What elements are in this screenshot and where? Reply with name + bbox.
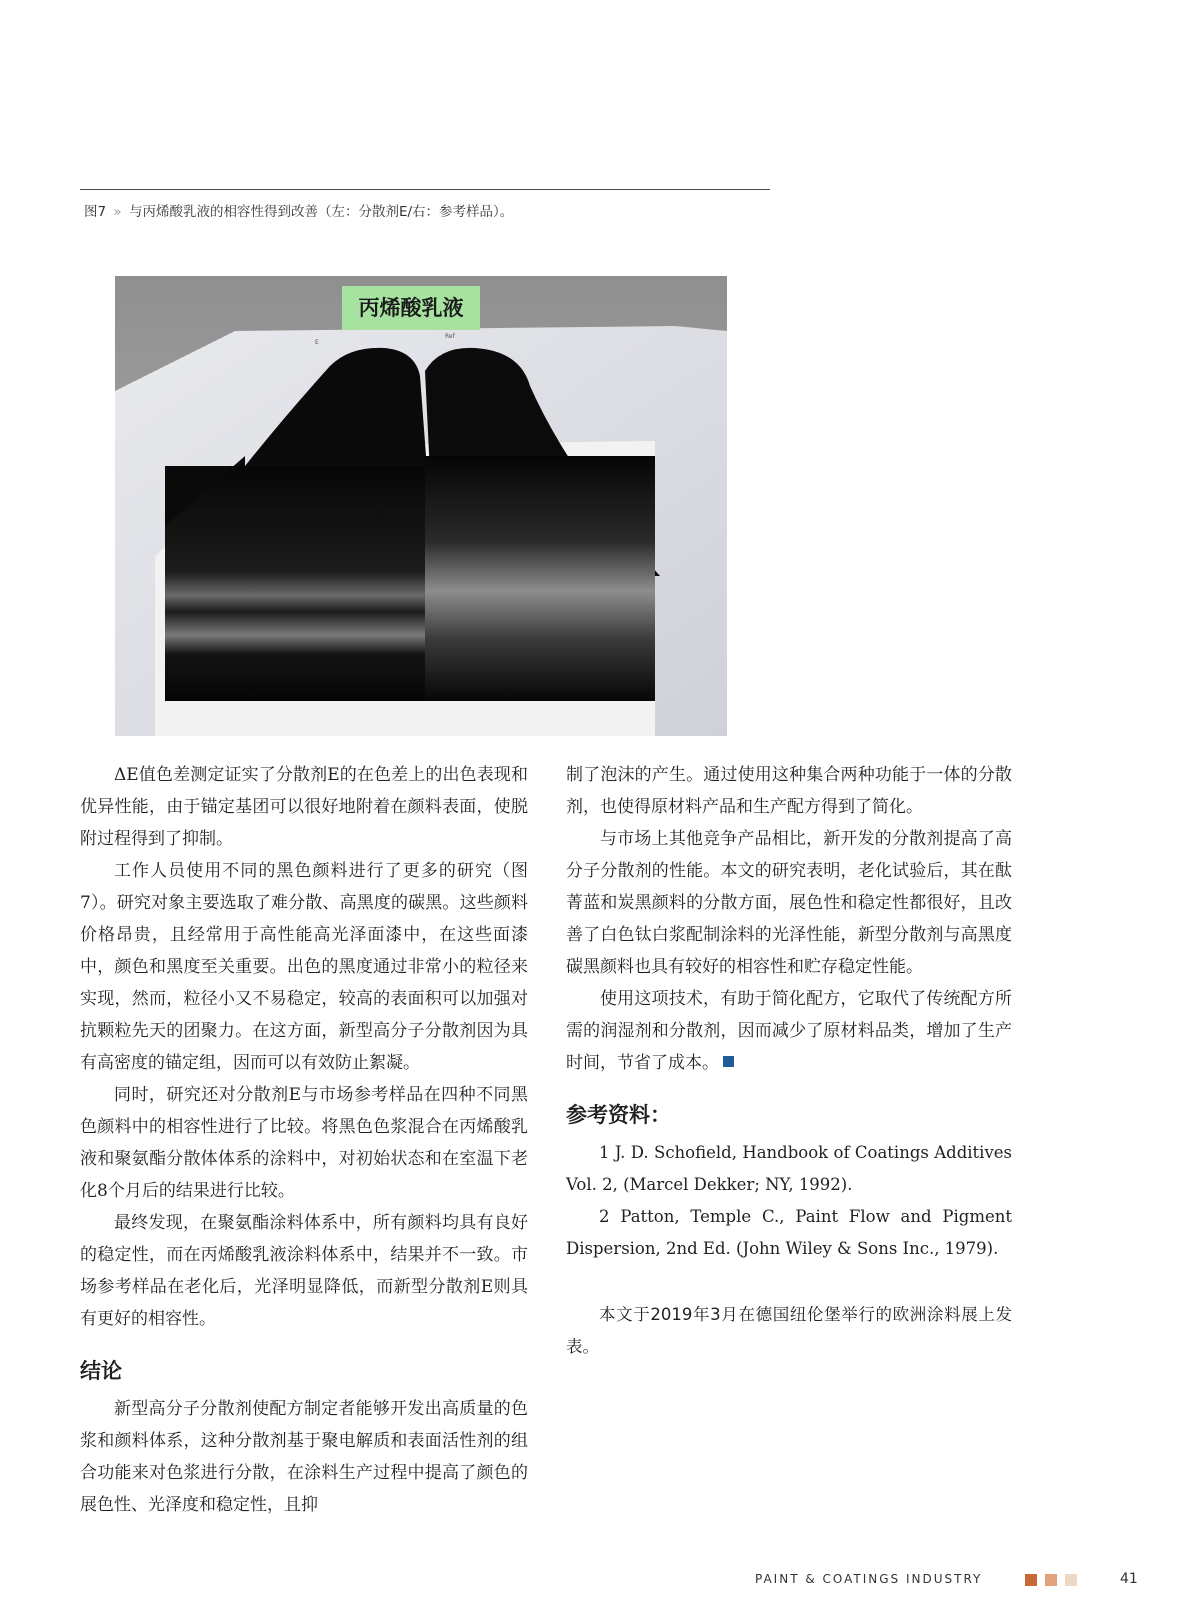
paragraph: 最终发现，在聚氨酯涂料体系中，所有颜料均具有良好的稳定性，而在丙烯酸乳液涂料体系中，结果并不一致。市场参考样品在老化后，光泽明显降低，而新型分散剂E则具有更好的相容性。 (80, 1213, 528, 1329)
references-heading: 参考资料： (566, 1103, 671, 1127)
paragraph: ΔE值色差测定证实了分散剂E的在色差上的出色表现和优异性能，由于锚定基团可以很好地附着在颜料表面，使脱附过程得到了抑制。 (80, 765, 528, 849)
figure-caption-text: 与丙烯酸乳液的相容性得到改善（左：分散剂E/右：参考样品）。 (128, 204, 514, 220)
reference-item: 1 J. D. Schofield, Handbook of Coatings Additives Vol. 2, (Marcel Dekker; NY, 1992). (566, 1143, 1012, 1194)
footer-color-square (1065, 1574, 1077, 1586)
publication-note: 本文于2019年3月在德国纽伦堡举行的欧洲涂料展上发表。 (566, 1305, 1012, 1356)
caption-separator: » (113, 204, 122, 220)
reference-item: 2 Patton, Temple C., Paint Flow and Pigment Dispersion, 2nd Ed. (John Wiley & Sons Inc., 1979). (566, 1207, 1012, 1258)
section-heading-conclusion: 结论 (80, 1359, 122, 1383)
paragraph: 同时，研究还对分散剂E与市场参考样品在四种不同黑色颜料中的相容性进行了比较。将黑色色浆混合在丙烯酸乳液和聚氨酯分散体体系的涂料中，对初始状态和在室温下老化8个月后的结果进行比较。 (80, 1085, 528, 1201)
sample-handwriting-left: E (315, 339, 319, 346)
paragraph: 新型高分子分散剂使配方制定者能够开发出高质量的色浆和颜料体系，这种分散剂基于聚电解质和表面活性剂的组合功能来对色浆进行分散，在涂料生产过程中提高了颜色的展色性、光泽度和稳定性，且抑 (80, 1399, 528, 1515)
footer-color-square (1025, 1574, 1037, 1586)
end-of-article-marker (723, 1056, 734, 1067)
left-column (80, 759, 528, 1521)
paragraph-text: 使用这项技术，有助于简化配方，它取代了传统配方所需的润湿剂和分散剂，因而减少了原材料品类，增加了生产时间，节省了成本。 (566, 989, 1012, 1073)
figure-label: 图7 (84, 204, 107, 220)
footer-color-square (1045, 1574, 1057, 1586)
paragraph (566, 983, 1012, 1079)
page-footer (0, 1572, 1200, 1592)
photo-drawing (115, 276, 727, 736)
paragraph: 工作人员使用不同的黑色颜料进行了更多的研究（图7）。研究对象主要选取了难分散、高黑度的碳黑。这些颜料价格昂贵，且经常用于高性能高光泽面漆中，在这些面漆中，颜色和黑度至关重要。出色的黑度通过非常小的粒径来实现，然而，粒径小又不易稳定，较高的表面积可以加强对抗颗粒先天的团聚力。在这方面，新型高分子分散剂因为具有高密度的锚定组，因而可以有效防止絮凝。 (80, 861, 528, 1073)
paragraph: 与市场上其他竞争产品相比，新开发的分散剂提高了高分子分散剂的性能。本文的研究表明，老化试验后，其在酞菁蓝和炭黑颜料的分散方面，展色性和稳定性都很好，且改善了白色钛白浆配制涂料的光泽性能，新型分散剂与高黑度碳黑颜料也具有较好的相容性和贮存稳定性能。 (566, 829, 1012, 977)
photo-label: 丙烯酸乳液 (342, 286, 480, 330)
right-column (566, 759, 1012, 1363)
figure-caption (84, 200, 513, 220)
journal-name: PAINT & COATINGS INDUSTRY (755, 1572, 983, 1586)
paragraph: 制了泡沫的产生。通过使用这种集合两种功能于一体的分散剂，也使得原材料产品和生产配方得到了简化。 (566, 765, 1012, 817)
caption-rule (80, 189, 770, 190)
sample-handwriting-right: Ref (445, 333, 455, 340)
figure-photo (115, 276, 727, 736)
page-number: 41 (1120, 1571, 1138, 1587)
